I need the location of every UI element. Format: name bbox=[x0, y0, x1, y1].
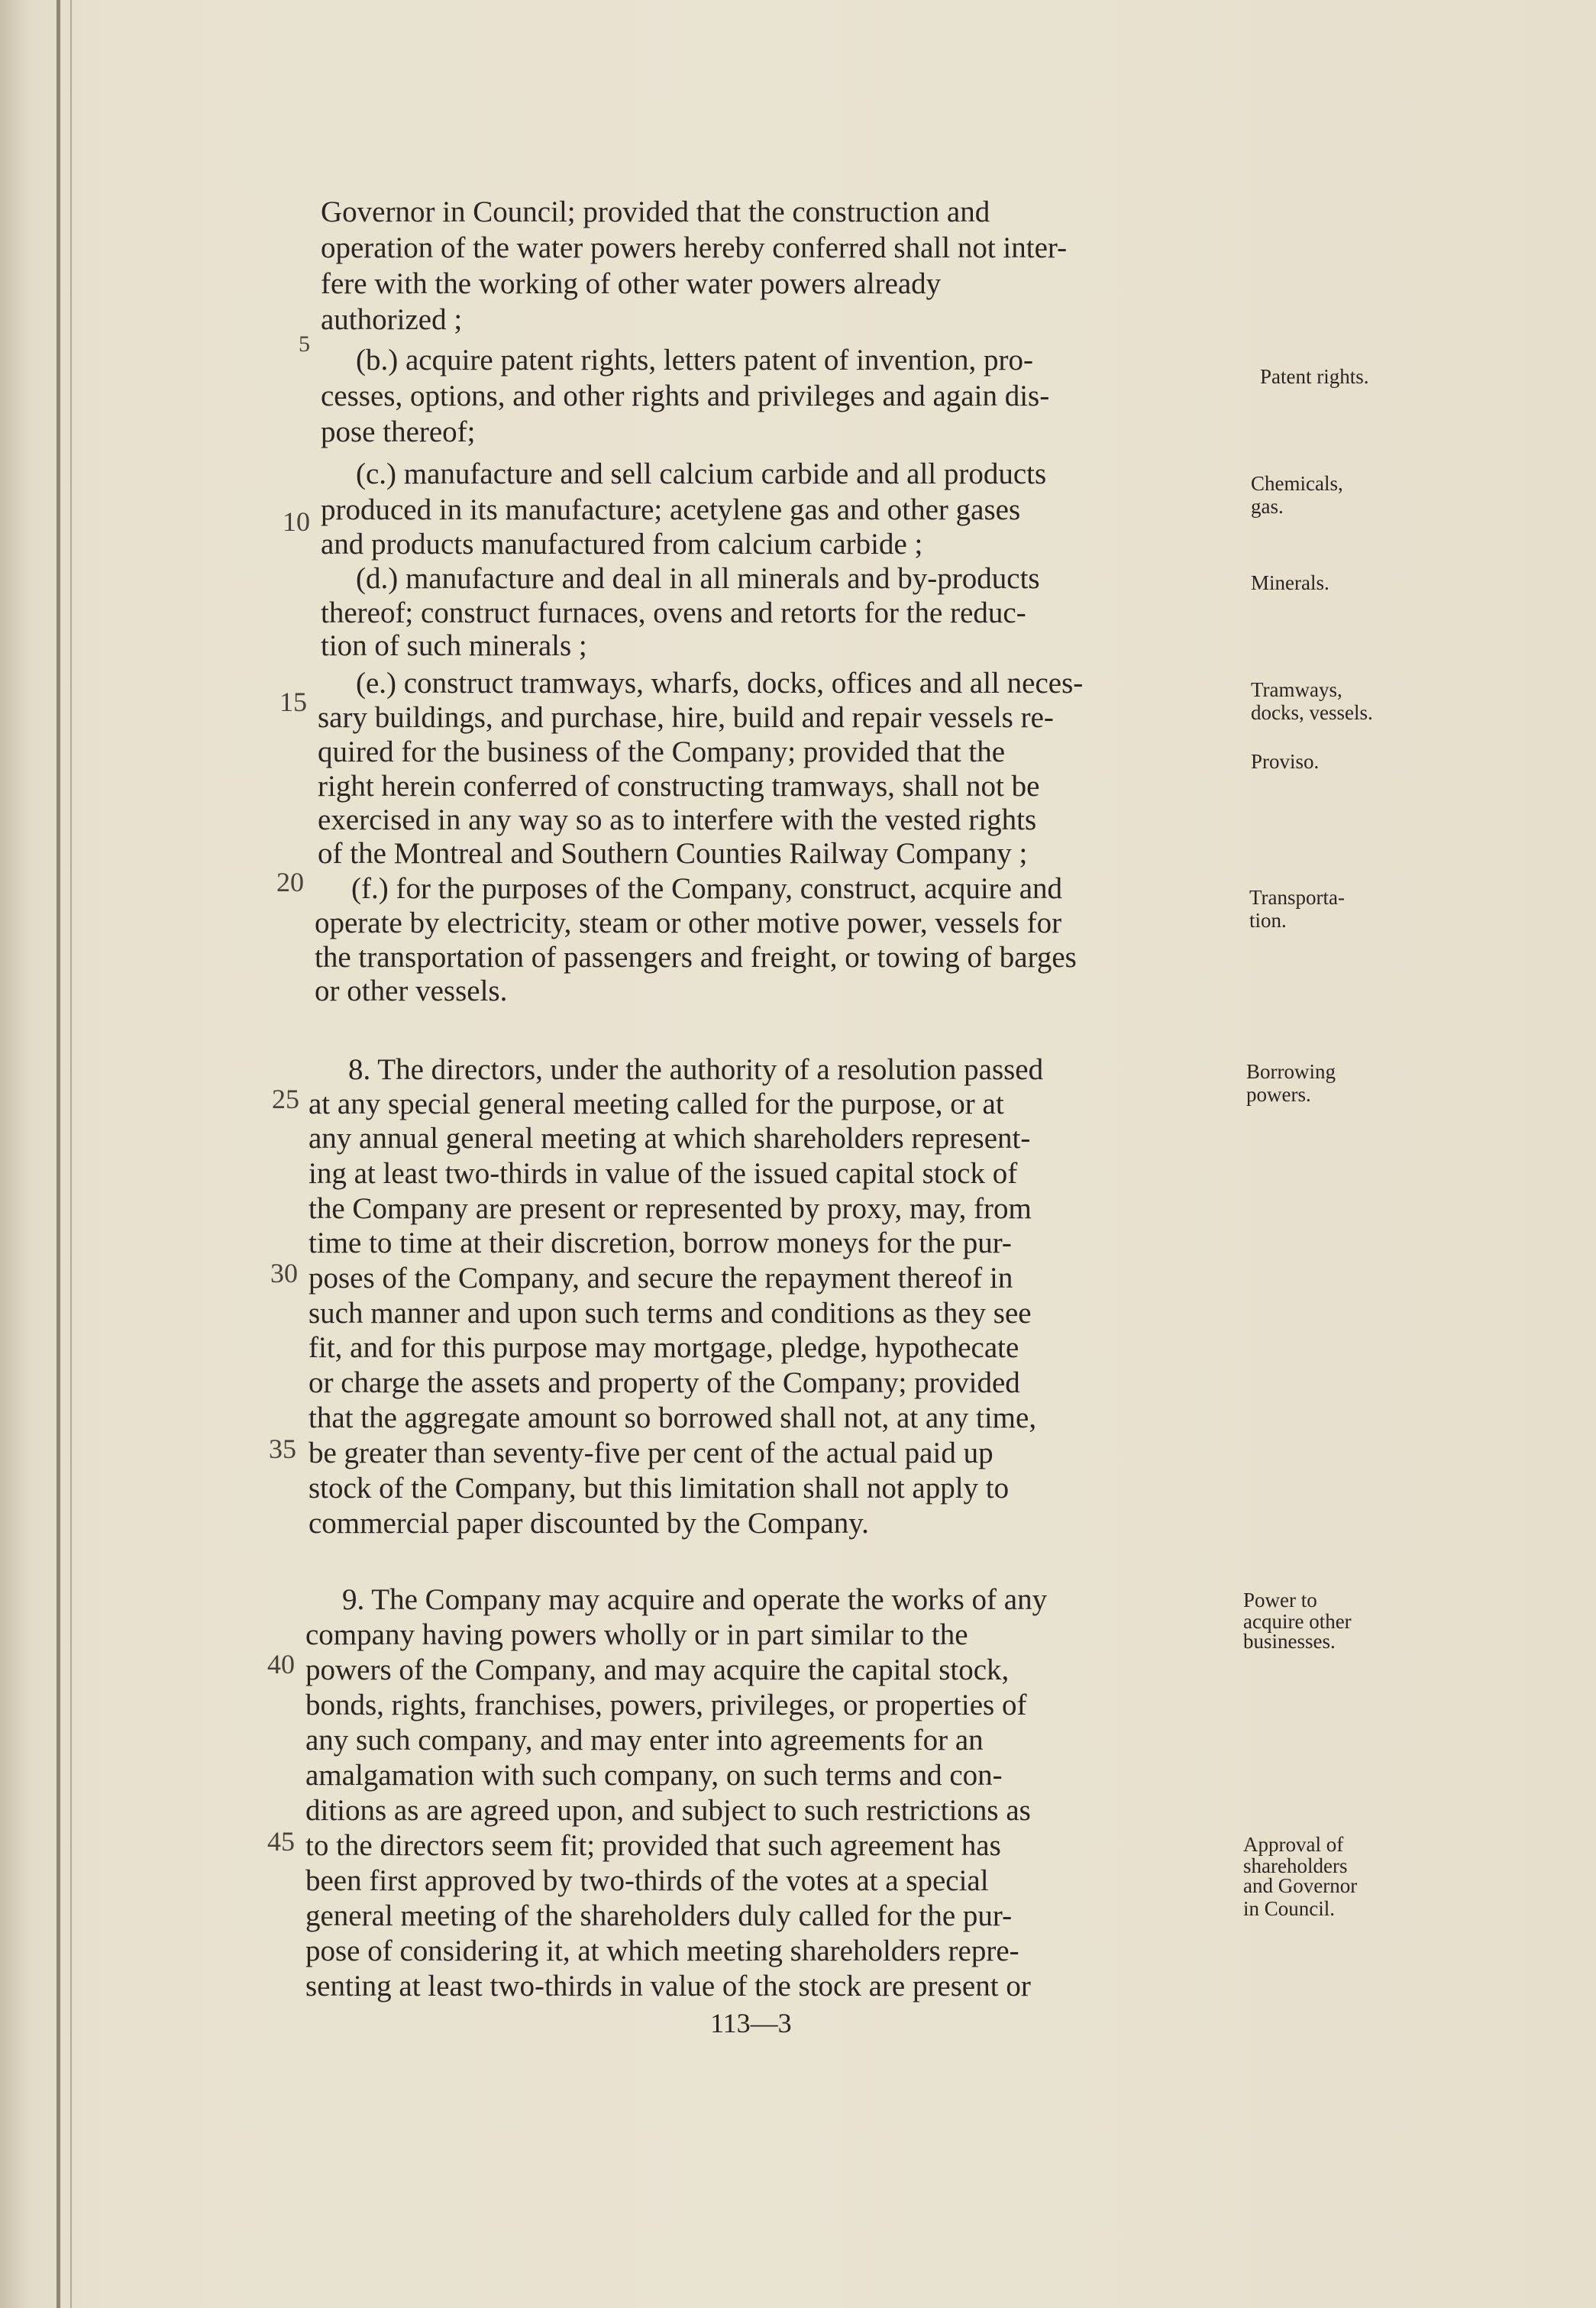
text-line: authorized ; bbox=[321, 303, 463, 336]
text-line: amalgamation with such company, on such terms and con- bbox=[305, 1759, 1003, 1792]
marginal-note-patent-rights: Patent rights. bbox=[1260, 365, 1369, 388]
marginal-note-shareholders: shareholders bbox=[1243, 1854, 1348, 1877]
text-line: or other vessels. bbox=[315, 975, 508, 1007]
text-line: produced in its manufacture; acetylene gas and other gases bbox=[321, 493, 1021, 526]
text-line: operate by electricity, steam or other motive power, vessels for bbox=[315, 907, 1062, 939]
marginal-note-powers: powers. bbox=[1246, 1083, 1311, 1106]
text-line: right herein conferred of constructing tramways, shall not be bbox=[318, 770, 1040, 803]
text-line: poses of the Company, and secure the repayment thereof in bbox=[309, 1262, 1013, 1295]
text-line: company having powers wholly or in part similar to the bbox=[305, 1618, 968, 1651]
text-line: powers of the Company, and may acquire the capital stock, bbox=[305, 1653, 1010, 1686]
line-number: 10 bbox=[283, 506, 310, 537]
marginal-note-acquire-other: acquire other bbox=[1243, 1610, 1352, 1633]
book-spine-shadow bbox=[57, 0, 60, 2308]
text-line: senting at least two-thirds in value of the stock are present or bbox=[305, 1970, 1031, 2003]
text-line: any annual general meeting at which shareholders represent- bbox=[309, 1122, 1031, 1155]
text-line: any such company, and may enter into agreements for an bbox=[305, 1724, 984, 1757]
line-number: 25 bbox=[272, 1084, 299, 1114]
text-line: sary buildings, and purchase, hire, build and repair vessels re- bbox=[318, 701, 1054, 734]
text-line: tion of such minerals ; bbox=[321, 629, 587, 662]
text-line: that the aggregate amount so borrowed shall not, at any time, bbox=[309, 1401, 1037, 1434]
text-line: pose of considering it, at which meeting shareholders repre- bbox=[305, 1935, 1019, 1967]
text-line: fit, and for this purpose may mortgage, pledge, hypothecate bbox=[309, 1331, 1019, 1364]
line-number: 45 bbox=[267, 1826, 295, 1857]
marginal-note-power-to: Power to bbox=[1243, 1589, 1317, 1611]
line-number: 30 bbox=[270, 1258, 298, 1288]
text-line: fere with the working of other water powers already bbox=[321, 267, 942, 300]
marginal-note-businesses: businesses. bbox=[1243, 1630, 1336, 1653]
text-line: (f.) for the purposes of the Company, construct, acquire and bbox=[351, 872, 1063, 905]
line-number: 15 bbox=[279, 687, 307, 717]
text-line: ing at least two-thirds in value of the issued capital stock of bbox=[309, 1157, 1018, 1190]
text-line: general meeting of the shareholders duly called for the pur- bbox=[305, 1899, 1013, 1932]
text-line: be greater than seventy-five per cent of the actual paid up bbox=[309, 1437, 993, 1469]
marginal-note-and-governor: and Governor bbox=[1243, 1874, 1358, 1897]
line-number: 35 bbox=[269, 1434, 296, 1464]
text-line: stock of the Company, but this limitation shall not apply to bbox=[309, 1472, 1010, 1505]
text-line: the Company are present or represented by proxy, may, from bbox=[309, 1192, 1032, 1225]
book-spine-edge bbox=[70, 0, 72, 2308]
text-line: commercial paper discounted by the Company. bbox=[309, 1507, 869, 1540]
text-line: (d.) manufacture and deal in all minerals and by-products bbox=[356, 562, 1040, 595]
line-number: 5 bbox=[299, 331, 310, 357]
marginal-note-proviso: Proviso. bbox=[1251, 750, 1320, 773]
marginal-note-in-council: in Council. bbox=[1243, 1897, 1335, 1920]
text-line: pose thereof; bbox=[321, 415, 476, 448]
text-line: the transportation of passengers and freight, or towing of barges bbox=[315, 941, 1077, 974]
text-line: of the Montreal and Southern Counties Railway Company ; bbox=[318, 837, 1028, 870]
text-line: quired for the business of the Company; provided that the bbox=[318, 735, 1006, 768]
section-8-first-line: 8. The directors, under the authority of a resolution passed bbox=[348, 1053, 1044, 1086]
text-line: (c.) manufacture and sell calcium carbide and all products bbox=[356, 457, 1047, 490]
line-number: 40 bbox=[267, 1649, 295, 1679]
marginal-note-docks-vessels: docks, vessels. bbox=[1251, 701, 1373, 724]
text-line: ditions as are agreed upon, and subject to such restrictions as bbox=[305, 1794, 1031, 1827]
text-line: and products manufactured from calcium carbide ; bbox=[321, 528, 923, 561]
text-line: time to time at their discretion, borrow moneys for the pur- bbox=[309, 1227, 1012, 1259]
marginal-note-tramways: Tramways, bbox=[1251, 678, 1342, 701]
text-line: or charge the assets and property of the Company; provided bbox=[309, 1366, 1020, 1399]
text-line: cesses, options, and other rights and privileges and again dis- bbox=[321, 380, 1050, 412]
text-line: to the directors seem fit; provided that such agreement has bbox=[305, 1829, 1001, 1862]
text-line: (e.) construct tramways, wharfs, docks, offices and all neces- bbox=[356, 667, 1084, 700]
text-line: bonds, rights, franchises, powers, privileges, or properties of bbox=[305, 1689, 1027, 1721]
text-line: at any special general meeting called for the purpose, or at bbox=[309, 1088, 1004, 1120]
text-line: thereof; construct furnaces, ovens and retorts for the reduc- bbox=[321, 596, 1026, 629]
text-line: Governor in Council; provided that the construction and bbox=[321, 196, 990, 228]
marginal-note-gas: gas. bbox=[1251, 495, 1284, 518]
text-line: exercised in any way so as to interfere with the vested rights bbox=[318, 803, 1037, 836]
section-9-first-line: 9. The Company may acquire and operate the works of any bbox=[342, 1583, 1048, 1616]
line-number: 20 bbox=[276, 867, 304, 897]
marginal-note-chemicals: Chemicals, bbox=[1251, 472, 1343, 495]
marginal-note-minerals: Minerals. bbox=[1251, 571, 1329, 594]
text-line: (b.) acquire patent rights, letters patent of invention, pro- bbox=[356, 344, 1033, 377]
text-line: been first approved by two-thirds of the votes at a special bbox=[305, 1864, 989, 1897]
marginal-note-borrowing: Borrowing bbox=[1246, 1060, 1336, 1083]
marginal-note-transportation-cont: tion. bbox=[1249, 909, 1287, 932]
marginal-note-approval: Approval of bbox=[1243, 1833, 1344, 1856]
text-line: such manner and upon such terms and conditions as they see bbox=[309, 1297, 1032, 1330]
text-line: operation of the water powers hereby conferred shall not inter- bbox=[321, 231, 1068, 264]
marginal-note-transportation: Transporta- bbox=[1249, 886, 1345, 909]
page-number: 113—3 bbox=[710, 2008, 792, 2038]
